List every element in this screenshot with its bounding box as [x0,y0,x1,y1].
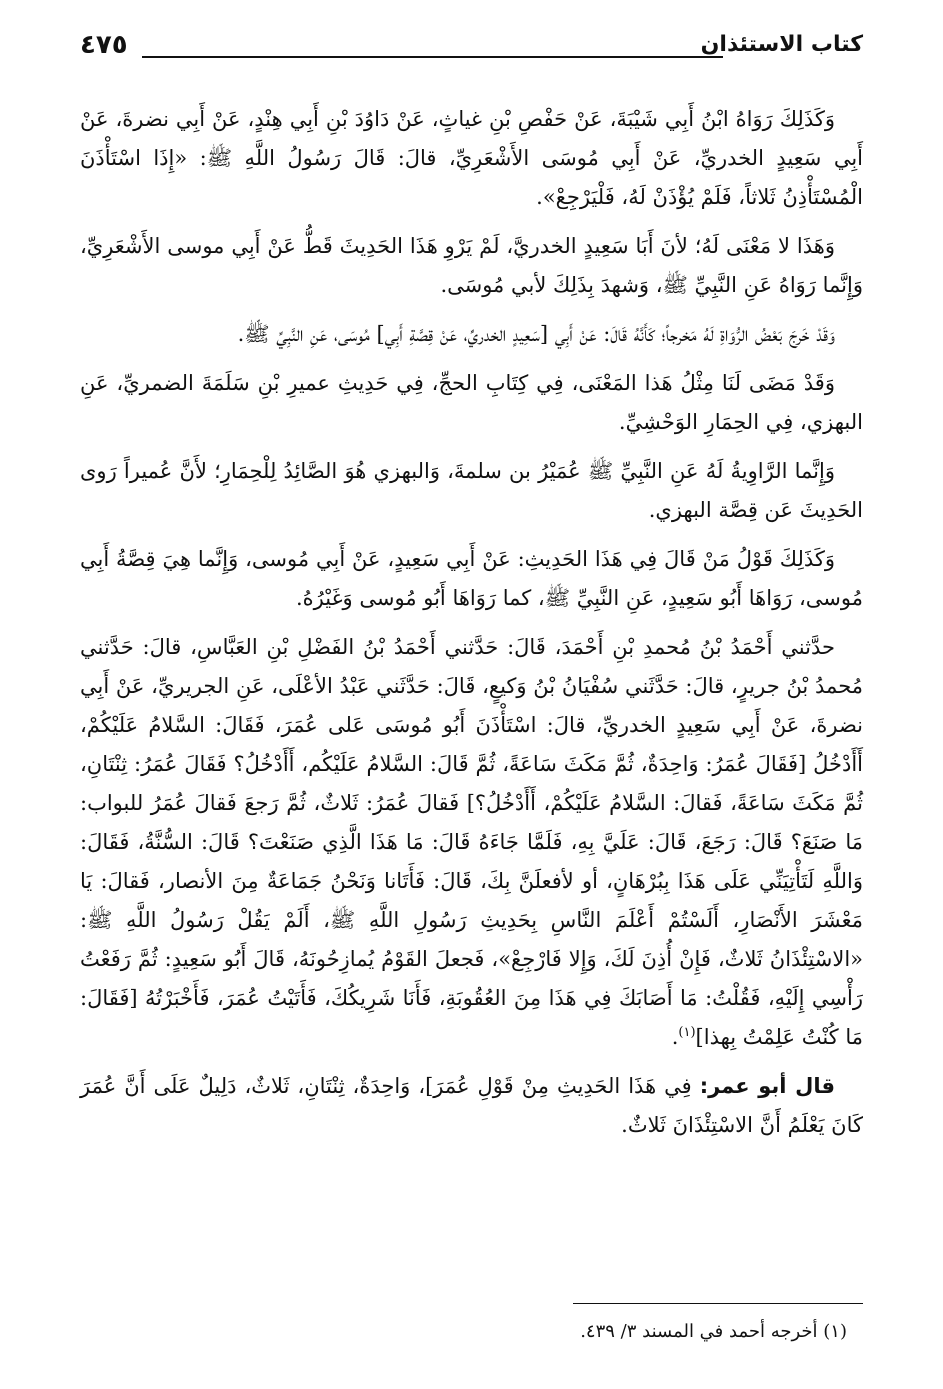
paragraph-text: حدَّثني أَحْمَدُ بْنُ مُحمدِ بْنِ أَحْمَدَ، قَالَ: حَدَّثني أَحْمَدُ بْنُ الفَضْلِ بْنِ العَبَّاسِ، قالَ: حَدَّثني مُحمدُ بْنُ جريرٍ، قالَ: حَدَّثَني سُفْيَانُ بْنُ وَكيعٍ، قَالَ: حَدَّثَني عَبْدُ الأعْلَى، عَنِ الجريريِّ، عَنْ أَبِي نضرةَ، عَنْ أَبِي سَعِيدٍ الخدريِّ، قالَ: اسْتَأْذَنَ أَبُو مُوسَى عَلى عُمَرَ، فَقَالَ: السَّلامُ عَلَيْكُمْ، أَأَدْخُلُ [فَقَالَ عُمَرُ: وَاحِدَةٌ، ثُمَّ مَكَثَ سَاعَةً، ثُمَّ قَالَ: السَّلامُ عَلَيْكُم، أَأَدْخُلُ؟ فَقَالَ عُمَرُ: ثِنْتَانِ، ثُمَّ مَكَثَ سَاعَةً، فَقالَ: السَّلامُ عَلَيْكُمْ، أَأَدْخُلُ؟] فَقالَ عُمَرُ: ثَلاثٌ، ثُمَّ رَجعَ فَقالَ عُمَرُ للبواب: مَا صَنَعَ؟ قَالَ: رَجَعَ، قَالَ: عَلَيَّ بِهِ، فَلَمَّا جَاءَهُ قَالَ: مَا هَذَا الَّذِي صَنَعْتَ؟ قَالَ: السُّنَّةُ، فَقَالَ: وَاللَّهِ لَتَأْتِيَنِّي عَلَى هَذَا بِبُرْهَانٍ، أو لأفعلَنَّ بِكَ، قَالَ: فَأَتَانا وَنَحْنُ جَمَاعَةٌ مِنَ الأنصار، فَقالَ: يَا مَعْشَرَ الأَنْصَارِ، أَلَسْتُمْ أَعْلَمَ النَّاسِ بِحَدِيثِ رَسُولِ اللَّهِ ﷺ، أَلَمْ يَقُلْ رَسُولُ اللَّهِ ﷺ: «الاسْتِئْذَانُ ثَلاثٌ، فَإِنْ أُذِنَ لَكَ، وَإِلا فَارْجِعْ»، فَجعلَ القَوْمُ يُمازِحُونَهُ، قَالَ أَبُو سَعِيدٍ: ثُمَّ رَفَعْتُ رَأْسِي إِلَيْهِ، فَقُلْتُ: مَا أَصَابَكَ فِي هَذَا مِنَ العُقُوبَةِ، فَأَنَا شَرِيكُكَ، فَأَتَيْتُ عُمَرَ، فَأَخْبَرْتُهُ [فَقَالَ: مَا كُنْتُ عَلِمْتُ بِهذا] [80,635,864,1049]
footnote-reference: (١) [678,1025,696,1040]
paragraph-text: فِي هَذَا الحَدِيثِ مِنْ قَوْلِ عُمَرَ]، وَاحِدَةٌ، ثِنْتَانِ، ثَلاثٌ، دَلِيلٌ عَلَى أَنَّ عُمَرَ كَانَ يَعْلَمُ أَنَّ الاسْتِئْذَانَ ثَلاثٌ. [80,1074,863,1137]
paragraph-end: . [671,1025,679,1049]
footnote-text: (١) أخرجه أحمد في المسند ٣/ ٤٣٩. [580,1321,847,1342]
speaker-lead: قال أبو عمر: [699,1074,835,1098]
paragraph-text: وَقَدْ خَرجَ بَعْضُ الرُّوَاةِ لَهُ مَخرجاً؛ كَأَنَّهُ قَالَ: عَنْ أَبِي [سَعِيدٍ الخدريِّ، عَنْ قِصَّةِ أَبِي] مُوسَى، عَنِ النَّبِيِّ ﷺ. [237,322,835,346]
footnote-divider [573,1303,863,1304]
paragraph-text: وَقَدْ مَضَى لَنَا مِثْلُ هَذا المَعْنَى، فِي كِتَابِ الحجِّ، فِي حَدِيثِ عميرِ بْنِ سَلَمَةَ الضمريِّ، عَنِ البهزي، فِي الحِمَارِ الوَحْشِيِّ. [80,371,863,434]
header-rule [142,56,723,58]
page-number: ٤٧٥ [80,30,128,60]
chapter-title: كتاب الاستئذان [700,32,863,57]
paragraph-6 [80,540,863,618]
paragraph-text: وَكَذَلِكَ قَوْلُ مَنْ قَالَ فِي هَذَا الحَدِيثِ: عَنْ أَبِي سَعِيدٍ، عَنْ أَبِي مُوسى، وَإِنَّما هِيَ قِصَّةُ أَبِي مُوسى، رَوَاهَا أَبُو سَعِيدٍ، عَنِ النَّبِيِّ ﷺ، كما رَوَاهَا أَبُو مُوسى وَغَيْرُهُ. [80,547,863,610]
footnote [80,1318,847,1346]
paragraph-7-hadith [80,628,863,1057]
paragraph-3 [80,315,863,354]
paragraph-8 [80,1067,863,1145]
paragraph-2 [80,227,863,305]
paragraph-text: وَهَذَا لا مَعْنَى لَهُ؛ لأنَ أَبَا سَعِيدٍ الخدريَّ، لَمْ يَرْوِ هَذَا الحَدِيثَ قَطُّ عَنْ أَبِي موسى الأَشْعَرِيِّ، وَإِنَّما رَوَاهُ عَنِ النَّبِيِّ ﷺ، وَشهدَ بِذَلِكَ لأبي مُوسَى. [80,234,863,297]
paragraph-1 [80,100,863,217]
paragraph-4 [80,364,863,442]
page-header [80,30,863,70]
main-text [80,100,863,1155]
paragraph-text: وَإِنَّما الرَّاوِيةُ لَهُ عَنِ النَّبِيِّ ﷺ عُمَيْرُ بن سلمةَ، وَالبهزي هُوَ الصَّائِدُ لِلْحِمَارِ؛ لأَنَّ عُميراً رَوى الحَدِيثَ عَن قِصَّة البهزي. [80,459,863,522]
paragraph-text: وَكَذَلِكَ رَوَاهُ ابْنُ أَبِي شَيْبَةَ، عَنْ حَفْصِ بْنِ غياثٍ، عَنْ دَاوُدَ بْنِ أَبِي هِنْدٍ، عَنْ أَبِي نضرةَ، عَنْ أَبِي سَعِيدٍ الخدريِّ، عَنْ أَبِي مُوسَى الأَشْعَرِيِّ، قالَ: قَالَ رَسُولُ اللَّهِ ﷺ: «إِذَا اسْتَأْذَنَ الْمُسْتَأْذِنُ ثَلاثاً، فَلَمْ يُؤْذَنْ لَهُ، فَلْيَرْجِعْ». [80,107,863,209]
paragraph-5 [80,452,863,530]
